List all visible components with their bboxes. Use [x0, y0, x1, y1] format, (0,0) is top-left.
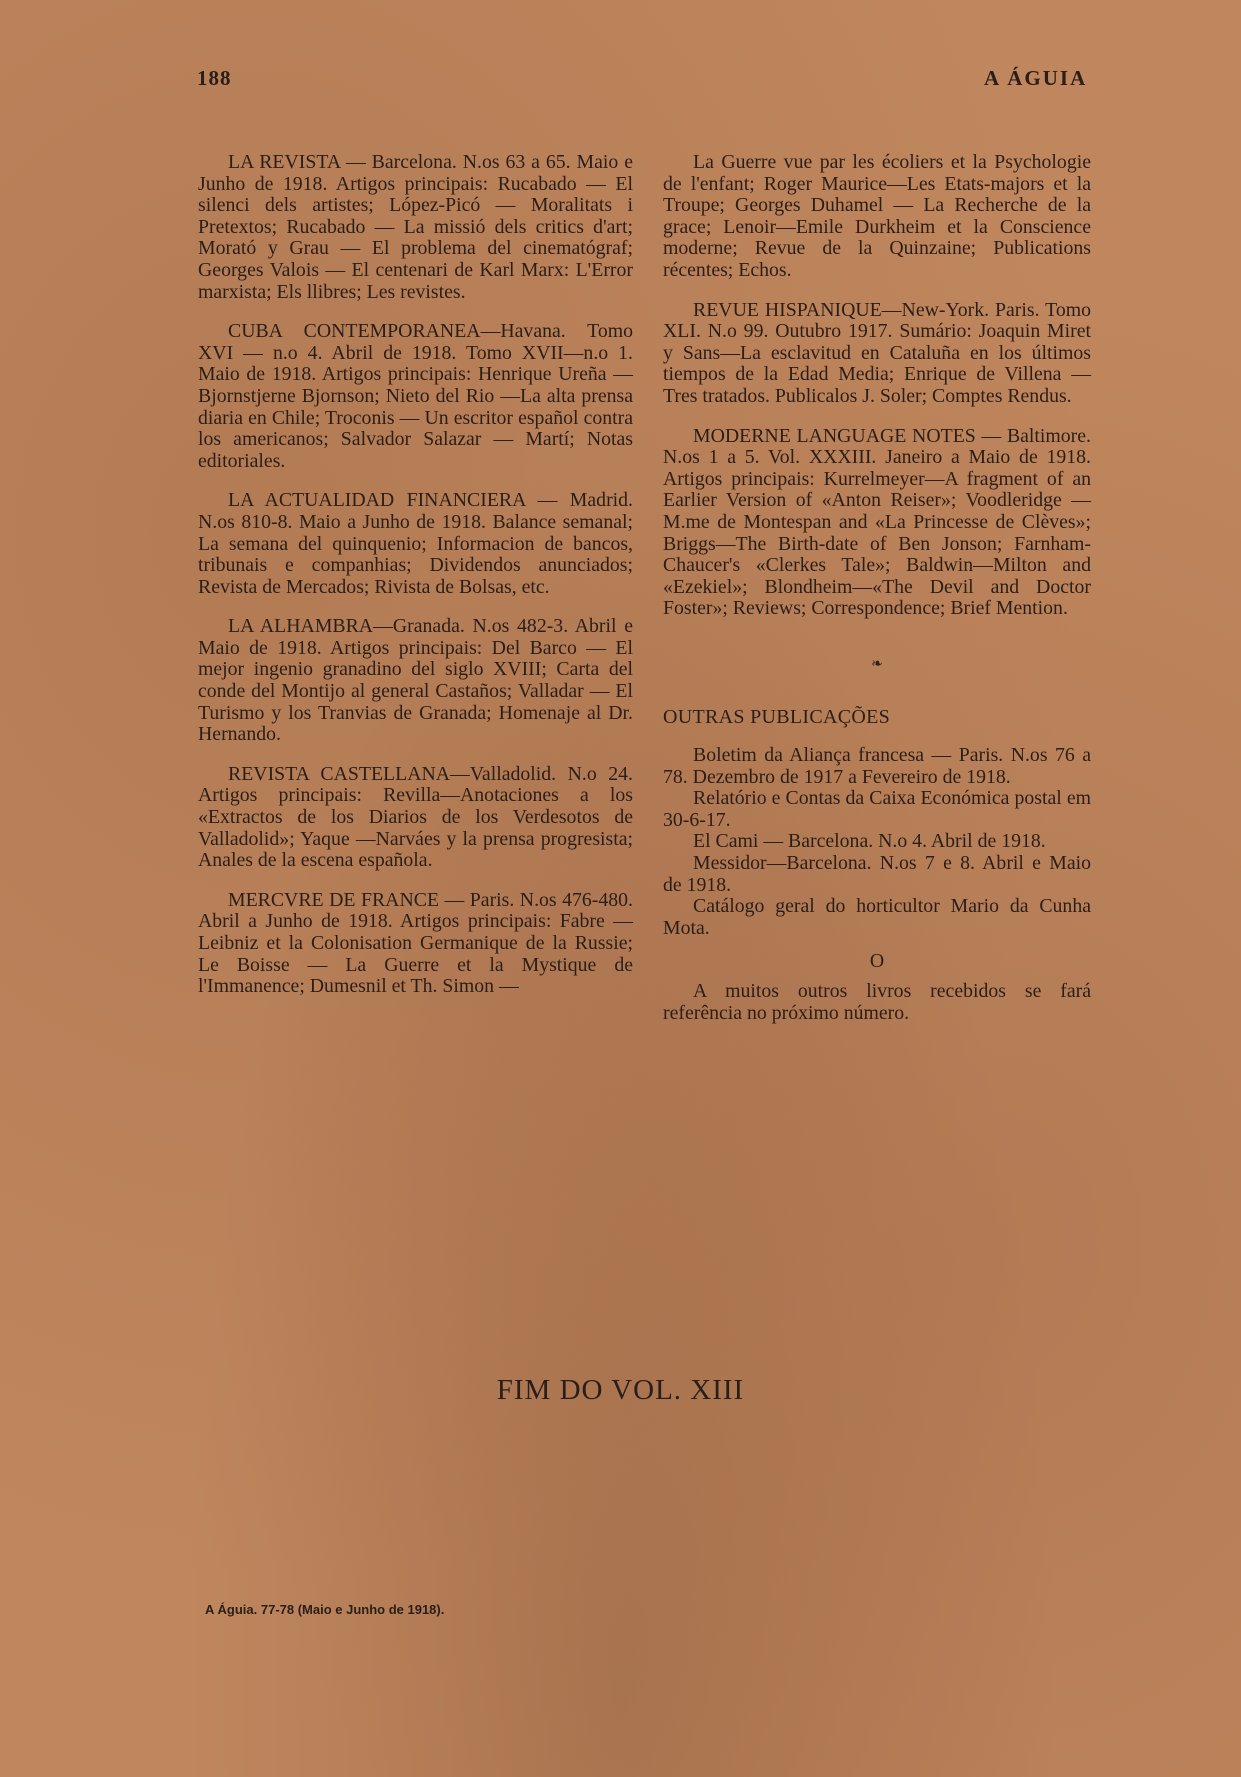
- publication-item: Boletim da Aliança francesa — Paris. N.os 76 a 78. Dezembro de 1917 a Fevereiro de 1918.: [663, 744, 1091, 788]
- publication-item: Catálogo geral do horticultor Mario da Cunha Mota.: [663, 895, 1091, 939]
- periodical-entry: LA ACTUALIDAD FINANCIERA — Madrid. N.os 810-8. Maio a Junho de 1918. Balance semanal; La semana del quinquenio; Informacion de bancos, tribunais e companhias; Dividendos anunciados; Revista de Mercados; Rivista de Bolsas, etc.: [198, 489, 633, 598]
- publication-item: Relatório e Contas da Caixa Económica postal em 30-6-17.: [663, 787, 1091, 831]
- page-number: 188: [197, 66, 232, 90]
- periodical-entry: MERCVRE DE FRANCE — Paris. N.os 476-480. Abril a Junho de 1918. Artigos principais: Fabre — Leibniz et la Colonisation Germanique de la Russie; Le Boisse — La Guerre et la Mystique de l'Immanence; Dumesnil et Th. Simon —: [198, 888, 633, 998]
- journal-title: A ÁGUIA: [984, 66, 1088, 90]
- periodical-entry: REVISTA CASTELLANA—Valladolid. N.o 24. Artigos principais: Revilla—Anotaciones a los «Extractos de los Diarios de los Verdesotos de Valladolid»; Yaque —Narváes y la prensa progresista; Anales de la escena española.: [198, 762, 633, 872]
- separator: O: [869, 950, 885, 973]
- periodical-entry: LA REVISTA — Barcelona. N.os 63 a 65. Maio e Junho de 1918. Artigos principais: Rucabado — El silenci dels artistes; López-Picó — Moralitats i Pretextos; Rucabado — La missió dels critics d'art; Morató y Grau — El problema del cinematógraf; Georges Valois — El centenari de Karl Marx: L'Error marxista; Els llibres; Les revistes.: [198, 151, 633, 303]
- section-heading: OUTRAS PUBLICAÇÕES: [663, 706, 891, 729]
- footer-signature: A Águia. 77-78 (Maio e Junho de 1918).: [205, 1602, 445, 1617]
- publication-item: Messidor—Barcelona. N.os 7 e 8. Abril e Maio de 1918.: [663, 852, 1091, 896]
- ornament-icon: ❧: [871, 656, 883, 672]
- right-column: [663, 152, 1091, 1024]
- left-column: [198, 152, 633, 1016]
- end-of-volume-title: FIM DO VOL. XIII: [496, 1374, 745, 1406]
- closing-note: A muitos outros livros recebidos se fará referência no próximo número.: [663, 980, 1091, 1024]
- periodical-entry-continued: La Guerre vue par les écoliers et la Psychologie de l'enfant; Roger Maurice—Les Etats-majors et la Troupe; Georges Duhamel — La Recherche de la grace; Lenoir—Emile Durkheim et la Conscience moderne; Revue de la Quinzaine; Publications récentes; Echos.: [663, 151, 1091, 281]
- publication-item: El Cami — Barcelona. N.o 4. Abril de 1918.: [693, 830, 1046, 853]
- periodical-entry: LA ALHAMBRA—Granada. N.os 482-3. Abril e Maio de 1918. Artigos principais: Del Barco — El mejor ingenio granadino del siglo XVIII; Carta del conde del Montijo al general Castaños; Valladar — El Turismo y los Tranvias de Granada; Homenaje al Dr. Hernando.: [198, 615, 633, 746]
- periodical-entry: MODERNE LANGUAGE NOTES — Baltimore. N.os 1 a 5. Vol. XXXIII. Janeiro a Maio de 1918. Artigos principais: Kurrelmeyer—A fragment of an Earlier Version of «Anton Reiser»; Voodleridge —M.me de Montespan and «La Princesse de Clèves»; Briggs—The Birth-date of Ben Jonson; Farnham-Chaucer's «Clerkes Tale»; Baldwin—Milton and «Ezekiel»; Blondheim—«The Devil and Doctor Foster»; Reviews; Correspondence; Brief Mention.: [663, 424, 1091, 620]
- periodical-entry: REVUE HISPANIQUE—New-York. Paris. Tomo XLI. N.o 99. Outubro 1917. Sumário: Joaquin Miret y Sans—La esclavitud en Cataluña en los últimos tiempos de la Edad Media; Enrique de Villena — Tres tratados. Publicalos J. Soler; Comptes Rendus.: [663, 298, 1091, 407]
- periodical-entry: CUBA CONTEMPORANEA—Havana. Tomo XVI — n.o 4. Abril de 1918. Tomo XVII—n.o 1. Maio de 1918. Artigos principais: Henrique Ureña — Bjornstjerne Bjornson; Nieto del Rio —La alta prensa diaria en Chile; Troconis — Un escritor español contra los americanos; Salvador Salazar — Martí; Notas editoriales.: [198, 320, 633, 472]
